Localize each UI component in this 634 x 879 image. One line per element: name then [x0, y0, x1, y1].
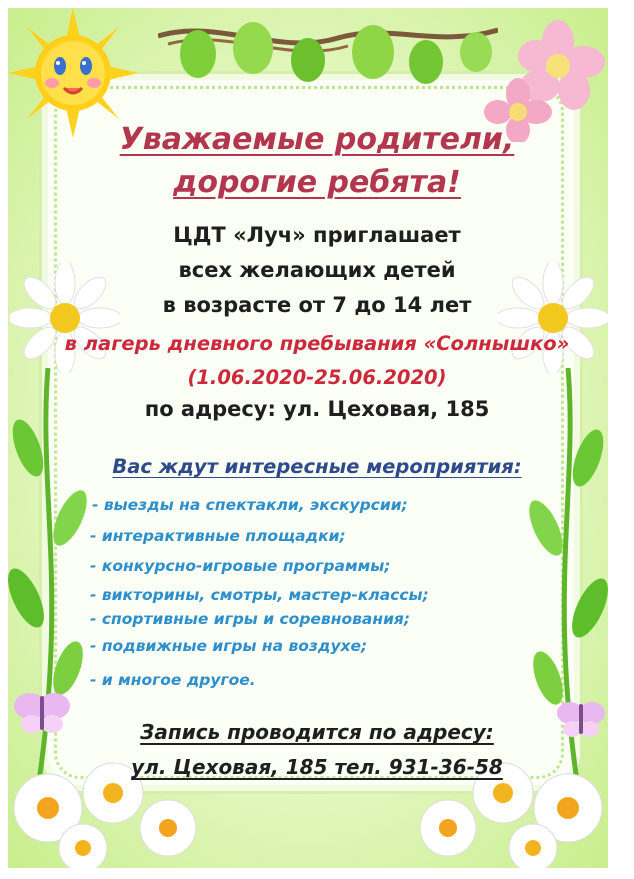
registration-line-2: ул. Цеховая, 185 тел. 931-36-58 [131, 755, 503, 779]
title-line-2: дорогие ребята! [173, 165, 461, 200]
list-item: - подвижные игры на воздухе; [90, 637, 368, 655]
camp-name: в лагерь дневного пребывания «Солнышко» [64, 332, 570, 355]
list-item: - викторины, смотры, мастер-классы; [90, 586, 429, 604]
list-item: - интерактивные площадки; [90, 527, 346, 545]
list-item: - спортивные игры и соревнования; [90, 610, 411, 628]
registration-line-1: Запись проводится по адресу: [140, 720, 494, 744]
invite-line-1: ЦДТ «Луч» приглашает [173, 223, 461, 247]
invite-line-2: всех желающих детей [178, 258, 456, 282]
vine-icon [158, 8, 498, 88]
invite-address: по адресу: ул. Цеховая, 185 [144, 397, 490, 421]
sun-icon [8, 8, 138, 138]
camp-dates: (1.06.2020-25.06.2020) [187, 366, 447, 389]
invite-line-3: в возрасте от 7 до 14 лет [162, 293, 472, 317]
title-line-1: Уважаемые родители, [119, 122, 515, 157]
list-item: - и многое другое. [90, 671, 256, 689]
list-item: - выезды на спектакли, экскурсии; [92, 496, 408, 514]
list-item: - конкурсно-игровые программы; [90, 557, 391, 575]
events-heading: Вас ждут интересные мероприятия: [112, 455, 522, 478]
